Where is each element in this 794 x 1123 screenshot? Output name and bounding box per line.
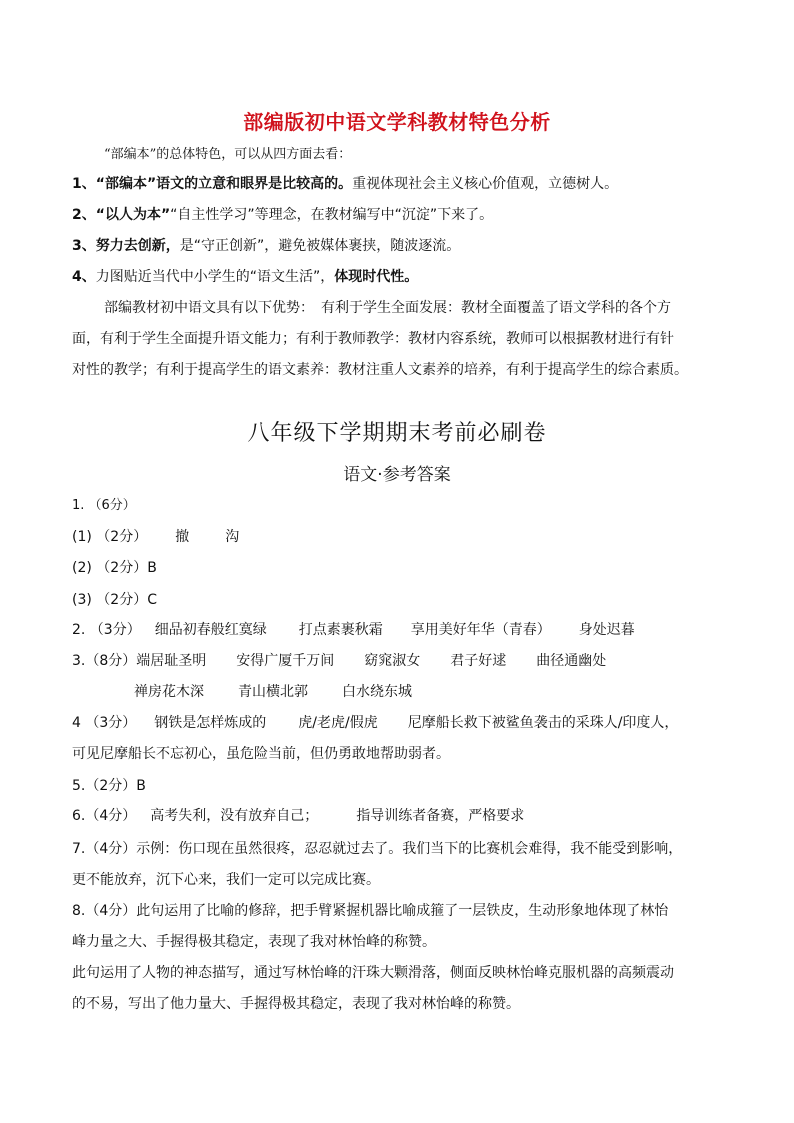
answer-q4: 4 （3分） 钢铁是怎样炼成的 虎/老虎/假虎 尼摩船长救下被鲨鱼袭击的采珠人/印度人，	[72, 715, 679, 731]
answer-q8-line-2: 峰力量之大、手握得极其稳定，表现了我对林怡峰的称赞。	[72, 934, 436, 950]
answer-q1-1: (1) （2分） 撤 沟	[72, 529, 240, 545]
answer-q7-line-2: 更不能放弃，沉下心来，我们一定可以完成比赛。	[72, 872, 380, 888]
answer-q1-2: (2) （2分）B	[72, 560, 157, 576]
feature-text: 重视体现社会主义核心价值观，立德树人。	[352, 176, 619, 192]
feature-item-3: 3、努力去创新，是“守正创新”，避免被媒体裹挟，随波逐流。	[72, 238, 461, 254]
exam-subtitle: 语文·参考答案	[343, 465, 451, 485]
feature-bold: 体现时代性。	[334, 269, 419, 285]
advantages-line-3: 对性的教学；有利于提高学生的语文素养：教材注重人文素养的培养，有利于提高学生的综合素质。	[72, 362, 688, 378]
answer-q1: 1. （6分）	[72, 498, 136, 513]
feature-bold: “以人为本”	[95, 207, 171, 223]
answer-q6: 6.（4分） 高考失利，没有放弃自己； 指导训练者备赛，严格要求	[72, 808, 525, 824]
answer-q1-3: (3) （2分）C	[72, 592, 157, 608]
advantages-line-2: 面，有利于学生全面提升语文能力；有利于教师教学：教材内容系统，教师可以根据教材进行有针	[72, 331, 674, 347]
answer-q5: 5.（2分）B	[72, 778, 146, 794]
answer-q2: 2. （3分） 细品初春般红寞绿 打点素裹秋霜 享用美好年华（青春） 身处迟暮	[72, 622, 635, 638]
feature-text: 力图贴近当代中小学生的“语文生活”，	[95, 269, 335, 285]
feature-bold: 努力去创新，	[95, 238, 180, 254]
advantages-line-1: 部编教材初中语文具有以下优势： 有利于学生全面发展：教材全面覆盖了语文学科的各个方	[104, 300, 671, 316]
feature-item-4: 4、力图贴近当代中小学生的“语文生活”，体现时代性。	[72, 269, 419, 285]
intro-text: “部编本”的总体特色，可以从四方面去看：	[104, 147, 352, 162]
feature-item-1: 1、“部编本”语文的立意和眼界是比较高的。重视体现社会主义核心价值观，立德树人。	[72, 176, 619, 192]
feature-item-2: 2、“以人为本”“自主性学习”等理念，在教材编写中“沉淀”下来了。	[72, 207, 494, 223]
answer-q3-row-2: 禅房花木深 青山横北郭 白水绕东城	[134, 684, 412, 700]
feature-bold: “部编本”语文的立意和眼界是比较高的。	[95, 176, 353, 192]
answer-q8-line-4: 的不易，写出了他力量大、手握得极其稳定，表现了我对林怡峰的称赞。	[72, 996, 520, 1012]
feature-text: “自主性学习”等理念，在教材编写中“沉淀”下来了。	[170, 207, 494, 223]
page-title: 部编版初中语文学科教材特色分析	[243, 110, 551, 134]
answer-q4-line-2: 可见尼摩船长不忘初心，虽危险当前，但仍勇敢地帮助弱者。	[72, 746, 450, 762]
answer-q8-line-3: 此句运用了人物的神态描写，通过写林怡峰的汗珠大颗滑落，侧面反映林怡峰克服机器的高频震动	[72, 965, 674, 981]
answer-q3-row-1: 3.（8分）端居耻圣明 安得广厦千万间 窈窕淑女 君子好逑 曲径通幽处	[72, 653, 607, 669]
answer-q7-line-1: 7.（4分）示例：伤口现在虽然很疼，忍忍就过去了。我们当下的比赛机会难得，我不能受到影响，	[72, 841, 683, 857]
exam-title: 八年级下学期期末考前必刷卷	[247, 421, 547, 446]
feature-text: 是“守正创新”，避免被媒体裹挟，随波逐流。	[179, 238, 461, 254]
answer-q8-line-1: 8.（4分）此句运用了比喻的修辞，把手臂紧握机器比喻成箍了一层铁皮，生动形象地体现了林怡	[72, 903, 669, 919]
